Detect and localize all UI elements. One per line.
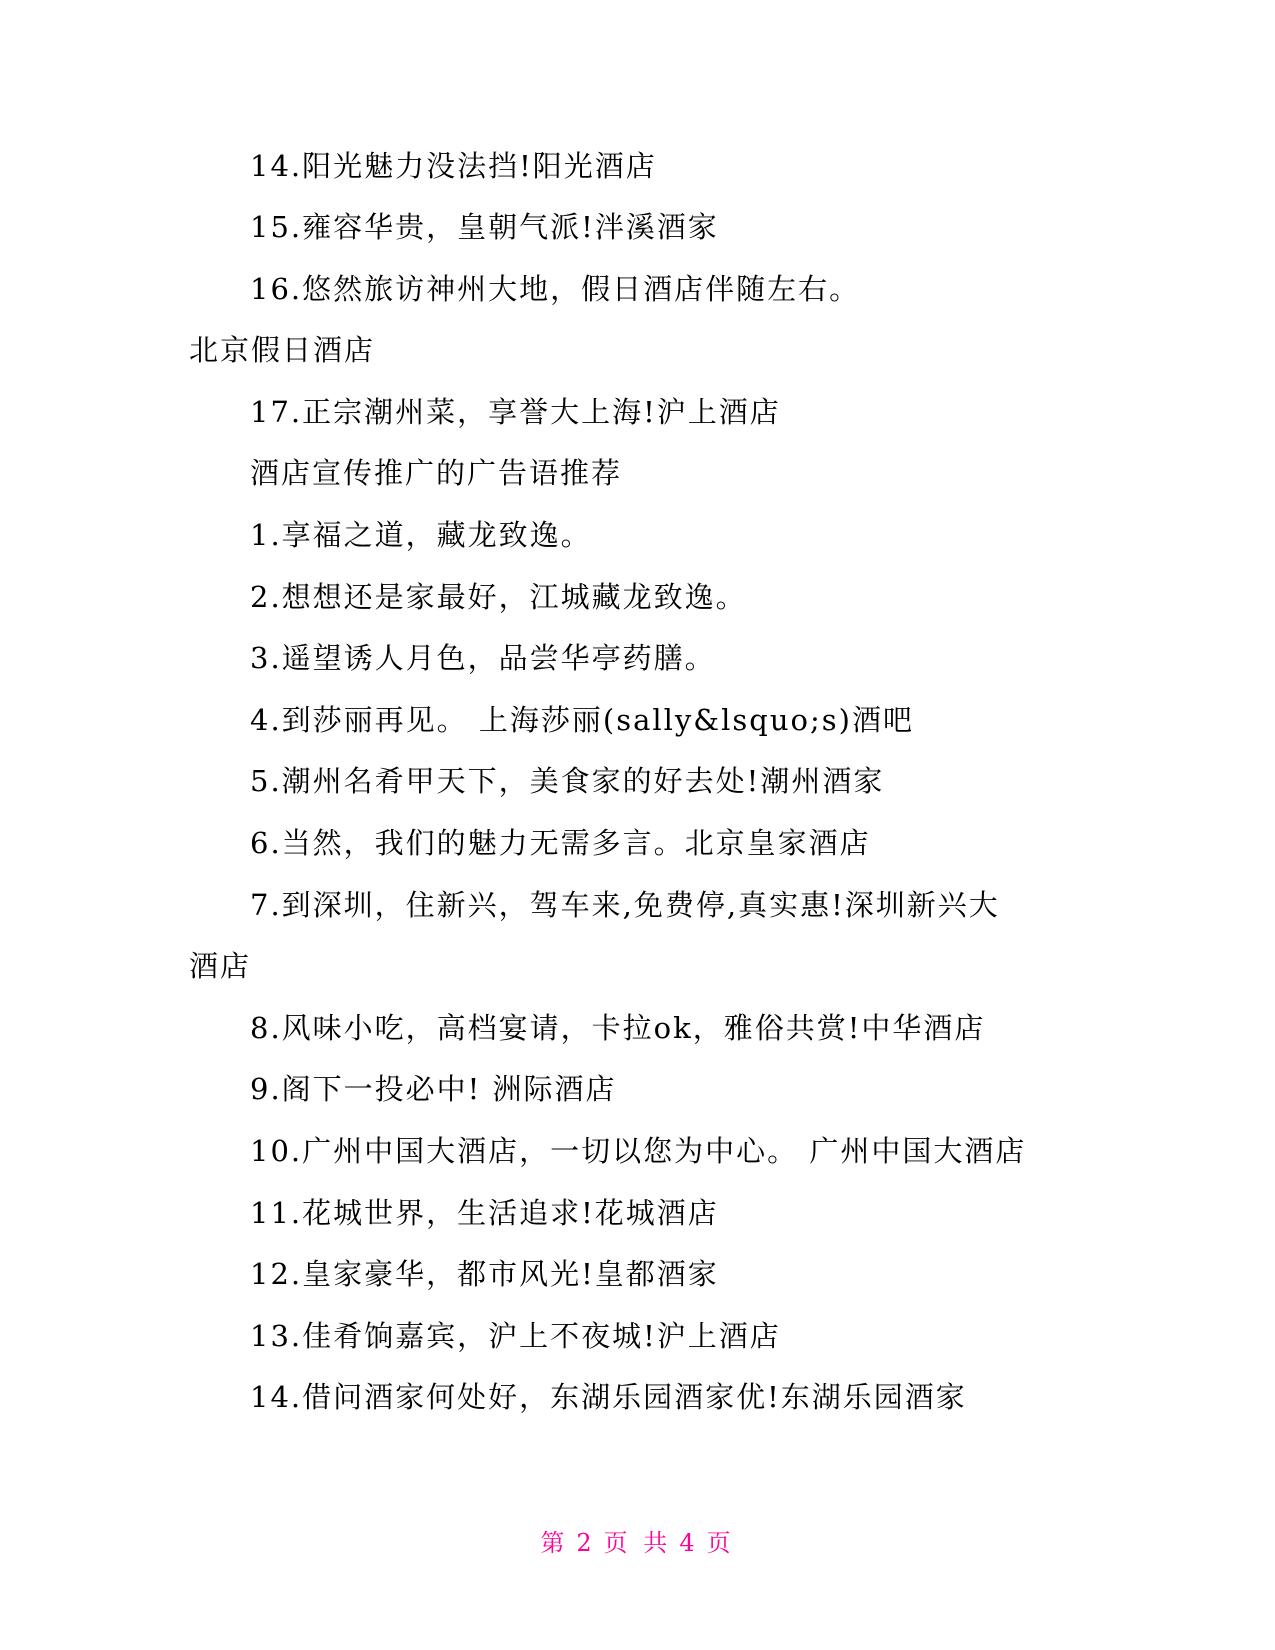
text-line: 14.借问酒家何处好，东湖乐园酒家优!东湖乐园酒家 [250,1380,967,1414]
footer-prefix: 第 [540,1529,569,1557]
footer-total-pages: 4 [679,1529,699,1557]
text-line: 6.当然，我们的魅力无需多言。北京皇家酒店 [250,826,871,860]
text-line: 16.悠然旅访神州大地，假日酒店伴随左右。 [250,272,861,306]
text-line: 2.想想还是家最好，江城藏龙致逸。 [250,580,747,614]
text-line: 1.享福之道，藏龙致逸。 [250,518,592,552]
text-line-continuation: 北京假日酒店 [189,333,376,367]
text-line: 8.风味小吃，高档宴请，卡拉ok，雅俗共赏!中华酒店 [250,1011,986,1045]
text-line: 7.到深圳，住新兴，驾车来,免费停,真实惠!深圳新兴大 [250,888,1000,922]
text-line: 17.正宗潮州菜，享誉大上海!沪上酒店 [250,395,781,429]
text-line: 14.阳光魅力没法挡!阳光酒店 [250,149,657,183]
footer-middle: 页 共 [603,1529,672,1557]
text-line: 5.潮州名肴甲天下，美食家的好去处!潮州酒家 [250,764,885,798]
page-footer [0,1528,1275,1558]
text-line-continuation: 酒店 [189,949,252,983]
section-heading: 酒店宣传推广的广告语推荐 [250,456,623,490]
text-line: 12.皇家豪华，都市风光!皇都酒家 [250,1257,719,1291]
text-line: 4.到莎丽再见。 上海莎丽(sally&lsquo;s)酒吧 [250,703,914,737]
footer-suffix: 页 [706,1529,735,1557]
text-line: 3.遥望诱人月色，品尝华亭药膳。 [250,641,716,675]
text-line: 15.雍容华贵，皇朝气派!泮溪酒家 [250,210,719,244]
text-line: 10.广州中国大酒店，一切以您为中心。 广州中国大酒店 [250,1134,1027,1168]
text-line: 11.花城世界，生活追求!花城酒店 [250,1196,719,1230]
text-line: 13.佳肴饷嘉宾，沪上不夜城!沪上酒店 [250,1319,781,1353]
footer-page-number: 2 [576,1529,596,1557]
text-line: 9.阁下一投必中! 洲际酒店 [250,1072,617,1106]
